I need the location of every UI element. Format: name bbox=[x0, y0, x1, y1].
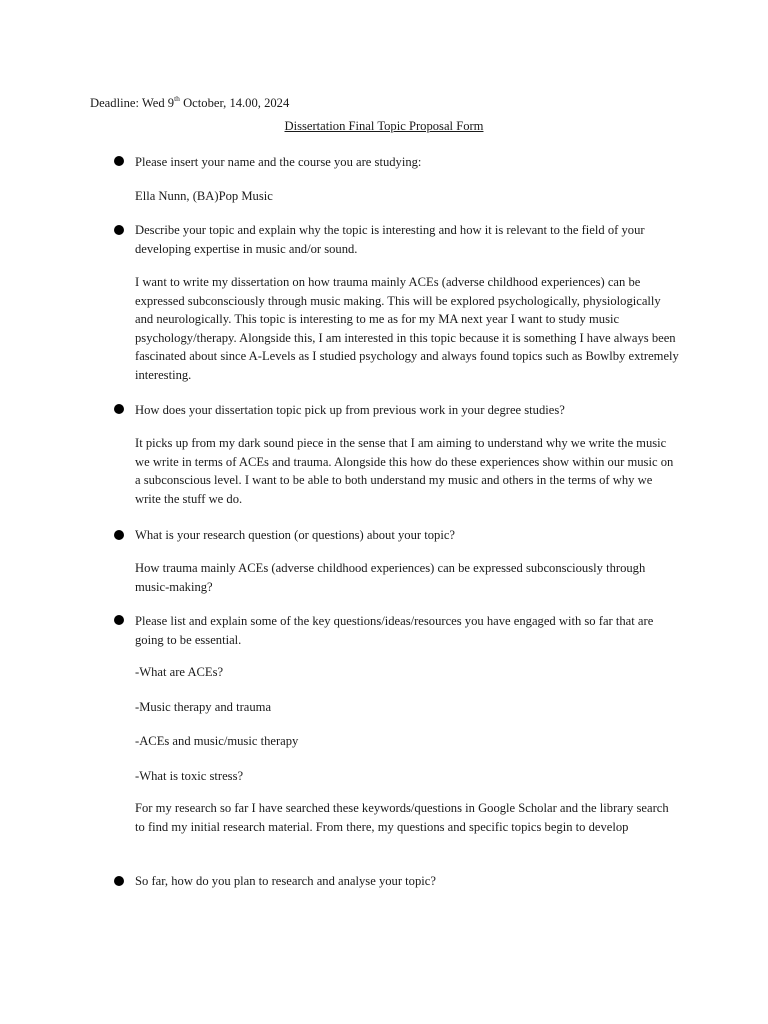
answer-text: It picks up from my dark sound piece in the sense that I am aiming to understand why we write the music we write in terms of ACEs and trauma. Alongside this how do these experiences show within our music on a subconscious level. I want to be able to both understand my music and others in the terms of why we write the stuff we do. bbox=[135, 436, 674, 506]
deadline-suffix: October, 14.00, 2024 bbox=[179, 96, 290, 110]
answer-text: -Music therapy and trauma bbox=[135, 700, 272, 714]
question-text: Please insert your name and the course you are studying: bbox=[135, 155, 422, 169]
bullet-icon bbox=[114, 530, 124, 540]
bullet-icon bbox=[114, 404, 124, 414]
bullet-icon bbox=[114, 225, 124, 235]
form-title: Dissertation Final Topic Proposal Form bbox=[284, 119, 484, 133]
bullet-icon bbox=[114, 156, 124, 166]
deadline-ordinal-suffix: th bbox=[174, 93, 180, 103]
question-text: Describe your topic and explain why the topic is interesting and how it is relevant to the field of your developing expertise in music and/or sound. bbox=[135, 223, 645, 256]
answer-text: I want to write my dissertation on how trauma mainly ACEs (adverse childhood experiences) can be expressed subconsciously through music making. This will be explored psychologically, physiologically and neurologically. This topic is interesting to me as for my MA next year I want to study music psychology/therapy. Alongside this, I am interested in this topic because it is something I have always been fascinated about since A-Levels as I studied psychology and always found topics such as Bowlby extremely interesting. bbox=[135, 275, 679, 382]
answer-text: For my research so far I have searched these keywords/questions in Google Scholar and the library search to find my initial research material. From there, my questions and specific topics begin to develop bbox=[135, 801, 669, 834]
deadline-line bbox=[90, 94, 289, 113]
bullet-icon bbox=[114, 615, 124, 625]
question-text: What is your research question (or questions) about your topic? bbox=[135, 528, 456, 542]
answer-text: Ella Nunn, (BA)Pop Music bbox=[135, 189, 273, 203]
question-text: How does your dissertation topic pick up from previous work in your degree studies? bbox=[135, 403, 565, 417]
answer-text: -What are ACEs? bbox=[135, 665, 224, 679]
question-text: So far, how do you plan to research and analyse your topic? bbox=[135, 874, 436, 888]
answer-text: -What is toxic stress? bbox=[135, 769, 244, 783]
question-text: Please list and explain some of the key questions/ideas/resources you have engaged with so far that are going to be essential. bbox=[135, 614, 654, 647]
deadline-prefix: Deadline: Wed 9 bbox=[90, 96, 175, 110]
answer-text: How trauma mainly ACEs (adverse childhood experiences) can be expressed subconsciously through music-making? bbox=[135, 561, 646, 594]
bullet-icon bbox=[114, 876, 124, 886]
answer-text: -ACEs and music/music therapy bbox=[135, 734, 299, 748]
